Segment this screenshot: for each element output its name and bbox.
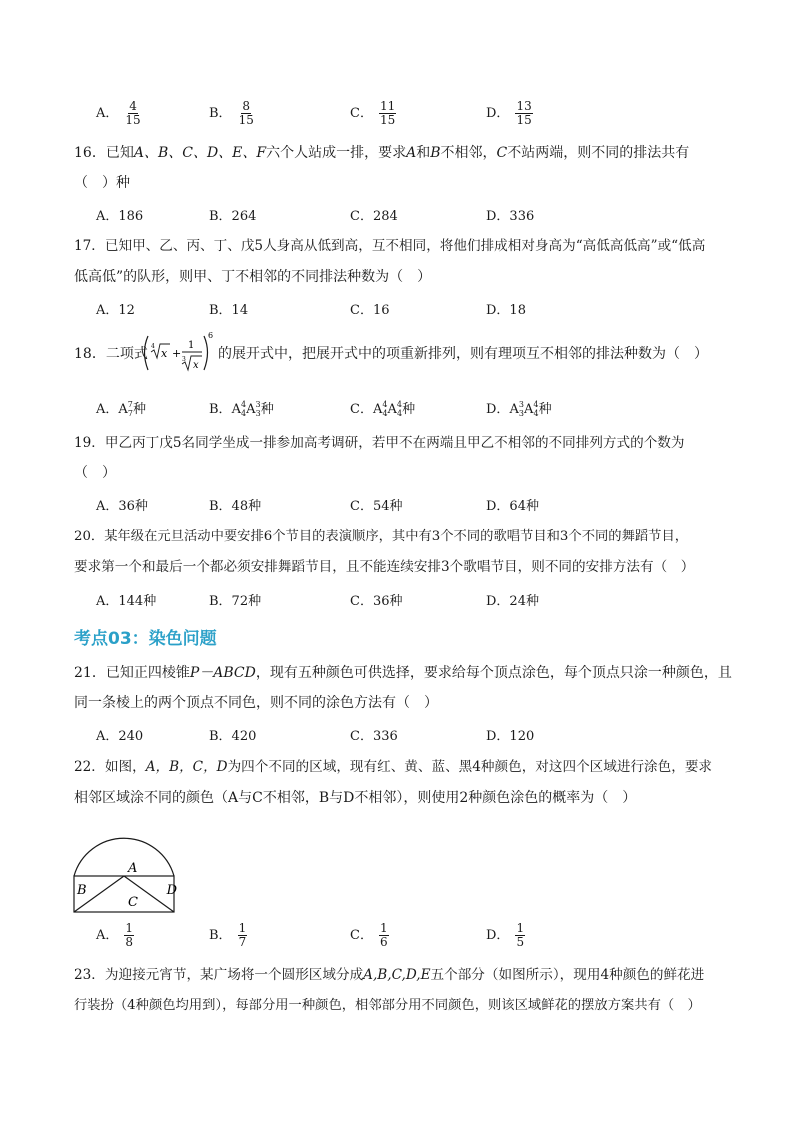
q16-stem-line1: 16．已知A、B、C、D、E、F六个人站成一排，要求A和B不相邻，C不站两端，则不同的排法共有: [74, 145, 690, 161]
q23-stem-line2: 行装扮（4种颜色均用到），每部分用一种颜色，相邻部分用不同颜色，则该区域鲜花的摆放方案共有（ ）: [74, 998, 701, 1013]
q22-stem-line2: 相邻区域涂不同的颜色（A与C不相邻，B与D不相邻），则使用2种颜色涂色的概率为（ ）: [74, 790, 637, 806]
fraction: $\frac{1}{7}$: [238, 921, 247, 949]
q19-option-b[interactable]: B．48种: [209, 499, 262, 514]
q16-option-a[interactable]: A．186: [96, 209, 144, 224]
q17-stem-line2: 低高低”的队形，则甲、丁不相邻的不同排法种数为（ ）: [74, 269, 432, 285]
q15-option-c[interactable]: C． $\frac{11}{15}$: [350, 99, 396, 127]
q22-stem-line1: 22．如图，A，B，C，D为四个不同的区域，现有红、黄、蓝、黑4种颜色，对这四个区域进行涂色，要求: [74, 759, 713, 775]
label-c: C: [128, 895, 138, 910]
q16-option-d[interactable]: D．336: [486, 209, 535, 224]
label-d: D: [166, 883, 177, 898]
fraction: $\frac{8}{15}$: [238, 99, 254, 127]
q19-options: [96, 495, 696, 519]
q16-options: [96, 205, 696, 229]
q20-option-d[interactable]: D．24种: [486, 594, 539, 609]
q19-option-a[interactable]: A．36种: [96, 499, 148, 514]
q16-option-c[interactable]: C．284: [350, 209, 398, 224]
q18-option-c[interactable]: C．$A^4_4A^4_4$种: [350, 400, 416, 418]
q22-option-a[interactable]: A． $\frac{1}{8}$: [96, 921, 134, 949]
q18-options: [96, 398, 696, 422]
q18-option-d[interactable]: D．$A^3_3A^4_4$种: [486, 400, 552, 418]
q16-option-b[interactable]: B．264: [209, 209, 257, 224]
q15-options: [96, 99, 696, 127]
q22-option-d[interactable]: D． $\frac{1}{5}$: [486, 921, 525, 949]
q18-option-a[interactable]: A．$A^7_7$种: [96, 400, 146, 418]
q21-stem-line2: 同一条棱上的两个顶点不同色，则不同的涂色方法有（ ）: [74, 695, 438, 711]
q17-option-b[interactable]: B．14: [209, 303, 249, 318]
fraction: $\frac{11}{15}$: [379, 99, 396, 127]
q20-options: [96, 590, 696, 614]
q21-option-c[interactable]: C．336: [350, 729, 398, 744]
q22-option-c[interactable]: C． $\frac{1}{6}$: [350, 921, 388, 949]
label-a: A: [128, 861, 138, 876]
q19-stem-line2: （ ）: [74, 465, 116, 481]
q15-option-b[interactable]: B． $\frac{8}{15}$: [209, 99, 254, 127]
q20-option-a[interactable]: A．144种: [96, 594, 157, 609]
q17-options: [96, 299, 696, 323]
q21-options: [96, 725, 696, 749]
q22-options: [96, 921, 696, 949]
q17-option-c[interactable]: C．16: [350, 303, 390, 318]
q17-option-d[interactable]: D．18: [486, 303, 526, 318]
q18-option-b[interactable]: B．$A^4_4A^3_3$种: [209, 400, 274, 418]
label-b: B: [77, 883, 87, 898]
q17-option-a[interactable]: A．12: [96, 303, 135, 318]
q18-stem-tail: 的展开式中，把展开式中的项重新排列，则有理项互不相邻的排法种数为（ ）: [218, 346, 708, 362]
q20-option-b[interactable]: B．72种: [209, 594, 262, 609]
root-index-3: 3: [182, 356, 186, 363]
svg-text:+: +: [172, 347, 182, 360]
q22-region-figure: [70, 810, 180, 916]
section-title: 考点03：染色问题: [74, 629, 217, 649]
binomial-expression: [140, 328, 216, 376]
root-index-4: 4: [151, 343, 155, 350]
fraction: $\frac{1}{5}$: [516, 921, 525, 949]
rectangle: [74, 876, 174, 912]
q20-stem-line2: 要求第一个和最后一个都必须安排舞蹈节目，且不能连续安排3个歌唱节目，则不同的安排方法有（ ）: [74, 559, 695, 575]
q16-stem-line2: （ ）种: [74, 175, 130, 191]
semicircle-arc: [74, 838, 174, 876]
q20-option-c[interactable]: C．36种: [350, 594, 403, 609]
fraction: $\frac{1}{6}$: [379, 921, 388, 949]
fraction: $\frac{13}{15}$: [516, 99, 532, 127]
q21-option-d[interactable]: D．120: [486, 729, 535, 744]
fraction: $\frac{4}{15}$: [125, 99, 141, 127]
var-x: x: [161, 347, 168, 360]
var-x: x: [193, 360, 199, 371]
q17-stem-line1: 17．已知甲、乙、丙、丁、戊5人身高从低到高，互不相同，将他们排成相对身高为“高低高低高”或“低高: [74, 238, 706, 254]
q19-stem-line1: 19．甲乙丙丁戊5名同学坐成一排参加高考调研，若甲不在两端且甲乙不相邻的不同排列方式的个数为: [74, 435, 685, 451]
q19-option-d[interactable]: D．64种: [486, 499, 539, 514]
q23-stem-line1: 23．为迎接元宵节，某广场将一个圆形区域分成A,B,C,D,E五个部分（如图所示），现用4种颜色的鲜花进: [74, 967, 705, 983]
q19-option-c[interactable]: C．54种: [350, 499, 403, 514]
fraction: $\frac{1}{8}$: [125, 921, 134, 949]
q20-stem-line1: 20．某年级在元旦活动中要安排6个节目的表演顺序，其中有3个不同的歌唱节目和3个不同的舞蹈节目，: [74, 529, 689, 544]
q15-option-d[interactable]: D． $\frac{13}{15}$: [486, 99, 532, 127]
q22-option-b[interactable]: B． $\frac{1}{7}$: [209, 921, 247, 949]
frac-num: 1: [188, 340, 195, 351]
q18-stem: 18．二项式: [74, 346, 148, 362]
q21-stem-line1: 21．已知正四棱锥P－ABCD，现有五种颜色可供选择，要求给每个顶点涂色，每个顶点只涂一种颜色，且: [74, 665, 732, 681]
q21-option-b[interactable]: B．420: [209, 729, 257, 744]
exponent: 6: [208, 331, 214, 340]
q15-option-a[interactable]: A． $\frac{4}{15}$: [96, 99, 141, 127]
q21-option-a[interactable]: A．240: [96, 729, 144, 744]
